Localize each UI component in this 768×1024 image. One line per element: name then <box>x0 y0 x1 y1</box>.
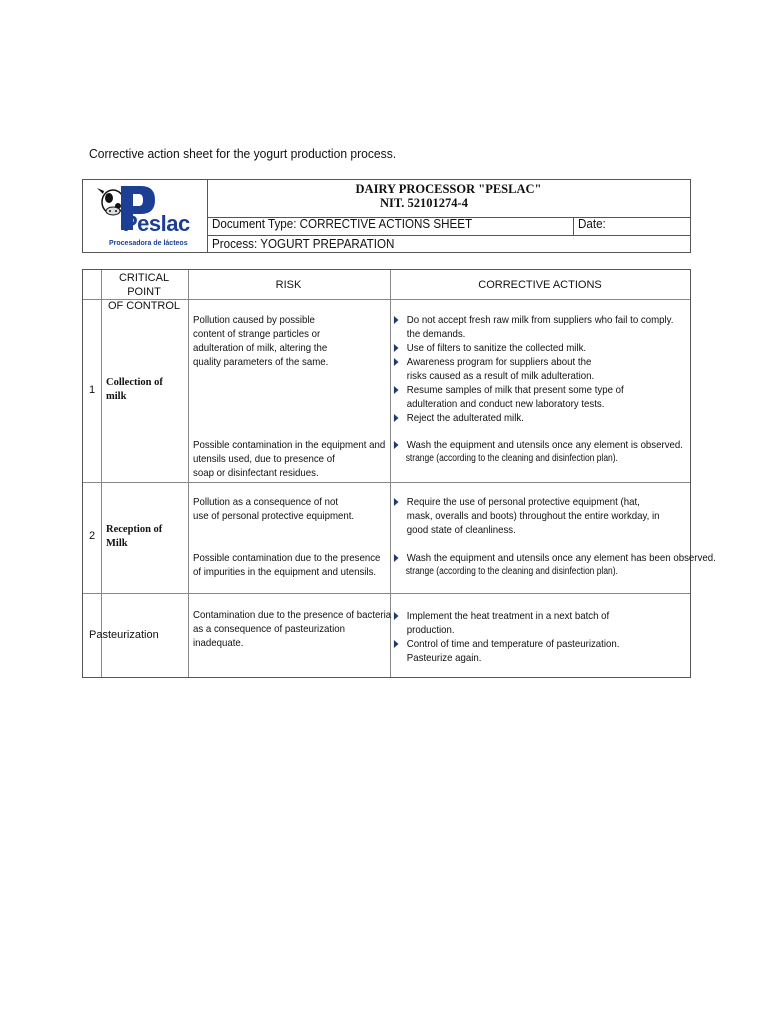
row-number: 2 <box>89 530 96 542</box>
document-caption: Corrective action sheet for the yogurt production process. <box>89 146 397 161</box>
risk-text: Possible contamination in the equipment and utensils used, due to presence of soap or disinfectant residues. <box>193 439 386 479</box>
logo-wordmark: Peslac <box>123 211 190 236</box>
critical-point-label: Collection of milk <box>106 377 163 402</box>
col-header-critical-point: CRITICAL POINT OF CONTROL <box>107 272 181 312</box>
corrective-actions-list: Wash the equipment and utensils once any element is observed. strange (according to the cleaning and disinfection plan). <box>393 438 683 466</box>
risk-text: Contamination due to the presence of bacteria as a consequence of pasteurization inadequate. <box>193 609 392 649</box>
logo-tagline: Procesadora de lácteos <box>109 240 188 247</box>
risk-text: Possible contamination due to the presence of impurities in the equipment and utensils. <box>193 552 381 578</box>
corrective-actions-list: Wash the equipment and utensils once any element has been observed. strange (according to the cleaning and disinfection plan). <box>393 551 716 579</box>
critical-point-label: Pasteurization <box>89 629 159 641</box>
risk-text: Pollution as a consequence of not use of personal protective equipment. <box>193 496 355 522</box>
company-nit: NIT. 52101274-4 <box>380 196 468 210</box>
col-header-corrective-actions: CORRECTIVE ACTIONS <box>478 279 602 291</box>
col-header-risk: RISK <box>275 279 302 291</box>
process-label: Process: YOGURT PREPARATION <box>212 237 395 251</box>
corrective-actions-list: Require the use of personal protective equipment (hat, mask, overalls and boots) throughout the entire workday, in good state of cleanliness. <box>393 495 660 537</box>
corrective-actions-list: Do not accept fresh raw milk from suppliers who fail to comply. the demands. Use of filters to sanitize the collected milk. Awareness program for suppliers about the risks caused as a result of milk adulteration. Resume samples of milk that present some type of adulteration and conduct new laboratory tests. Reject the adulterated milk. <box>393 313 673 425</box>
company-logo <box>83 180 208 252</box>
company-name: DAIRY PROCESSOR "PESLAC" <box>355 182 542 196</box>
risk-text: Pollution caused by possible content of strange particles or adulteration of milk, altering the quality parameters of the same. <box>193 314 329 368</box>
date-label: Date: <box>578 217 606 231</box>
critical-point-label: Reception of Milk <box>106 524 163 549</box>
document-type: Document Type: CORRECTIVE ACTIONS SHEET <box>212 217 473 231</box>
corrective-actions-list: Implement the heat treatment in a next batch of production. Control of time and temperature of pasteurization. Pasteurize again. <box>393 609 619 665</box>
row-number: 1 <box>89 384 96 396</box>
